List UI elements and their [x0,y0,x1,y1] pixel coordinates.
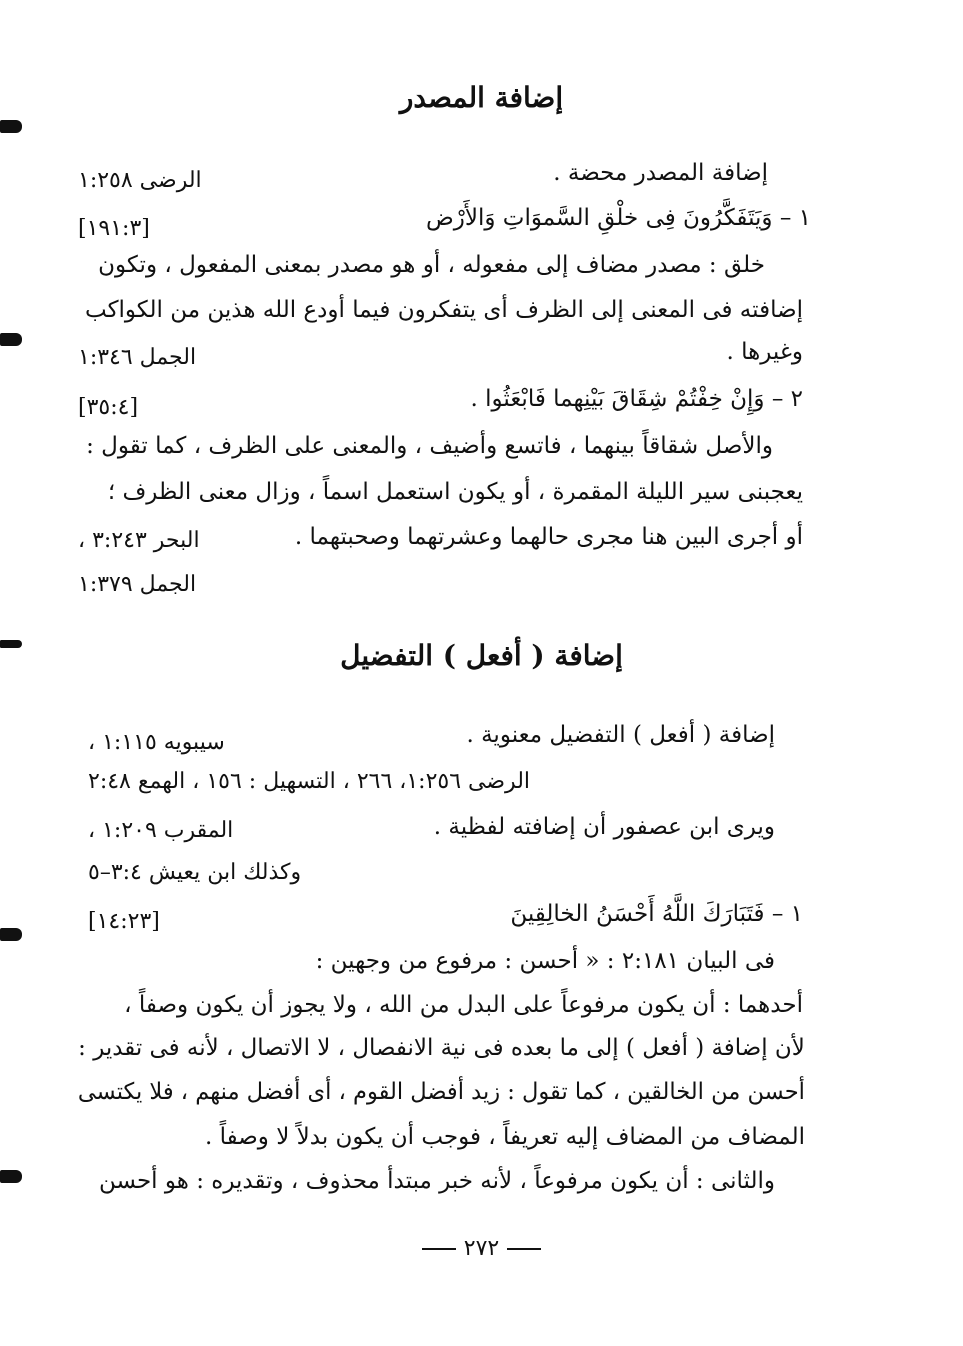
verse-reference: [١٩١:٣] [78,216,150,241]
text-line: والثانى : أن يكون مرفوعاً ، لأنه خبر مبتدأ محذوف ، وتقديره : هو أحسن [98,1168,775,1194]
citation: المقرب ١:٢٠٩ ، [88,818,234,843]
citation: البحر ٣:٢٤٣ ، [78,528,200,553]
text-line: إضافة ( أفعل ) التفضيل معنوية . [466,722,775,748]
page-number: ٢٧٢ [463,1236,500,1261]
quran-verse: ٢ – وَإِنْ خِفْتُمْ شِقَاقَ بَيْنِهما فَابْعَثُوا . [470,386,803,412]
text-line: أحدهما : أن يكون مرفوعاً على البدل من الله ، ولا يجوز أن يكون وصفاً ، [124,992,803,1018]
citation: الجمل ١:٣٤٦ [78,345,197,370]
page-footer [0,1236,963,1261]
text-line: والأصل شقاقاً بينهما ، فاتسع وأضيف ، والمعنى على الظرف ، كما تقول : [86,433,773,459]
verse-reference: [٣٥:٤] [78,395,139,420]
text-line: ويرى ابن عصفور أن إضافته لفظية . [433,814,775,840]
citation: وكذلك ابن يعيش ٣:٤–٥ [88,860,302,885]
binding-mark [0,928,22,941]
quran-verse: ١ – وَيَتَفَكَّرُونَ فِى خلْقِ السَّموَاتِ وَالأَرْض [425,205,811,231]
text-line: إضافته فى المعنى إلى الظرف أى يتفكرون فيما أودع الله هذين من الكواكب [84,297,803,323]
footer-dash [422,1248,456,1250]
citation: الجمل ١:٣٧٩ [78,572,197,597]
text-line: وغيرها . [726,339,803,365]
quran-verse: ١ – فَتَبَارَكَ اللَّهُ أَحْسَنُ الخالِقِينَ [510,901,803,927]
citation: الرضى ١:٢٥٨ [78,168,202,193]
text-line: أو أجرى البين هنا مجرى حالهما وعشرتهما وصحبتهما . [294,524,803,550]
binding-mark [0,120,22,133]
binding-mark [0,333,22,346]
verse-reference: [١٤:٢٣] [88,909,160,934]
text-line: خلق : مصدر مضاف إلى مفعوله ، أو هو مصدر بمعنى المفعول ، وتكون [98,252,765,278]
text-line: يعجبنى سير الليلة المقمرة ، أو يكون استعمل اسماً ، وزال معنى الظرف ؛ [107,479,803,505]
text-line: إضافة المصدر محضة . [553,160,768,186]
section-heading: إضافة ( أفعل ) التفضيل [340,639,623,672]
binding-mark [0,1170,22,1183]
text-line: أحسن من الخالقين ، كما تقول : زيد أفضل القوم ، أى أفضل منهم ، فلا يكتسى [77,1079,805,1105]
citation: سيبويه ١:١١٥ ، [88,730,225,755]
text-line: فى البيان ٢:١٨١ : « أحسن : مرفوع من وجهين : [315,948,775,974]
section-heading: إضافة المصدر [399,81,564,114]
text-line: المضاف من المضاف إليه تعريفاً ، فوجب أن يكون بدلاً لا وصفاً . [205,1124,805,1150]
text-line: لأن إضافة ( أفعل ) إلى ما بعده فى نية الانفصال ، لا الاتصال ، لأنه فى تقدير : [78,1035,805,1061]
citation: الرضى ١:٢٥٦، ٢٦٦ ، التسهيل : ١٥٦ ، الهمع ٢:٤٨ [88,769,531,794]
footer-dash [507,1248,541,1250]
